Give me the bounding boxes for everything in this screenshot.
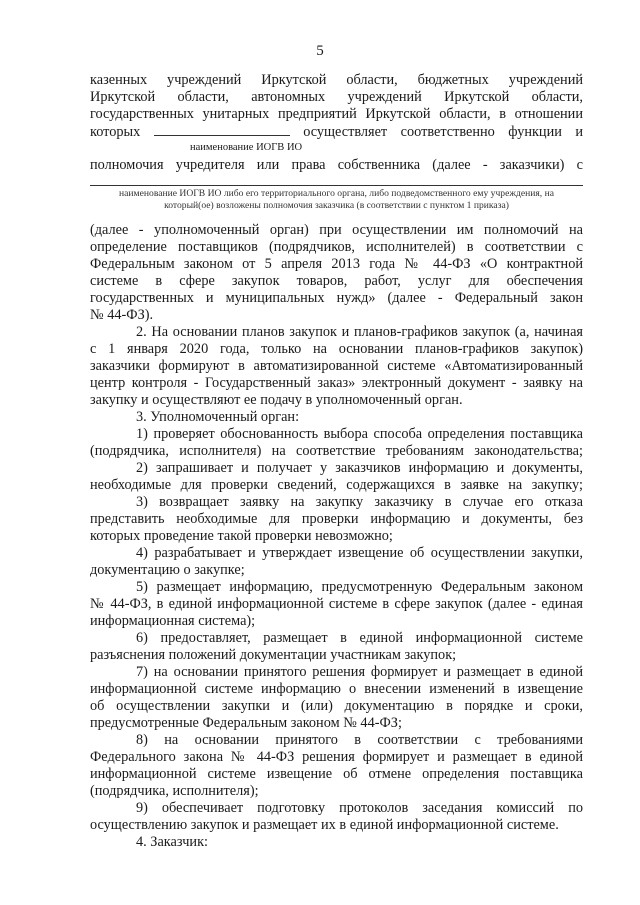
text-line: 1) проверяет обоснованность выбора способа определения поставщика: [136, 426, 583, 442]
text-line: государственных унитарных предприятий Иркутской области, в отношении: [90, 106, 583, 122]
text-line: (далее - уполномоченный орган) при осуществлении им полномочий на: [90, 222, 583, 238]
text-line: 3) возвращает заявку на закупку заказчику в случае его отказа: [136, 494, 583, 510]
text-line: необходимые для проверки сведений, содержащихся в заявке на закупку;: [90, 477, 583, 493]
text-line: (подрядчика, исполнителя);: [90, 783, 259, 799]
text-line: Федеральным законом от 5 апреля 2013 года № 44-ФЗ «О контрактной: [90, 256, 583, 272]
footnote-caption: который(ое) возложены полномочия заказчика (в соответствии с пунктом 1 приказа): [164, 200, 509, 211]
text-fragment: которых: [90, 124, 141, 140]
text-line: системе в сфере закупок товаров, работ, услуг для обеспечения: [90, 273, 583, 289]
text-line: № 44-ФЗ, в единой информационной системе в сфере закупок (далее - единая: [90, 596, 583, 612]
text-line: об осуществлении закупки и (или) документацию в порядке и сроки,: [90, 698, 583, 714]
text-line: № 44-ФЗ).: [90, 307, 154, 323]
text-line: закупку и осуществляют ее подачу в уполномоченный орган.: [90, 392, 463, 408]
text-line: которых проведение такой проверки невозможно;: [90, 528, 393, 544]
text-line: 9) обеспечивает подготовку протоколов заседания комиссий по: [136, 800, 583, 816]
text-line: предусмотренные Федеральным законом № 44-ФЗ;: [90, 715, 402, 731]
footnote-caption: наименование ИОГВ ИО либо его территориального органа, либо подведомственного ему учреждения, на: [119, 188, 554, 199]
text-line: информационной системе информацию о внесении изменений в извещение: [90, 681, 583, 697]
text-line: 2. На основании планов закупок и планов-графиков закупок (а, начиная: [136, 324, 583, 340]
text-line: с 1 января 2020 года, только на основании планов-графиков закупок): [90, 341, 583, 357]
text-line: 7) на основании принятого решения формирует и размещает в единой: [136, 664, 583, 680]
text-line: Иркутской области, автономных учреждений Иркутской области,: [90, 89, 583, 105]
text-line: представить необходимые для проверки информацию и документы, без: [90, 511, 583, 527]
text-line: информационной системе извещение об отмене определения поставщика: [90, 766, 583, 782]
blank-caption: наименование ИОГВ ИО: [190, 142, 303, 153]
text-fragment: осуществляет соответственно функции и: [303, 124, 583, 140]
text-line-with-blank: [90, 123, 583, 141]
text-line: Федерального закона № 44-ФЗ решения формирует и размещает в единой: [90, 749, 583, 765]
text-line: центр контроля - Государственный заказ» электронный документ - заявку на: [90, 375, 583, 391]
fill-in-blank: [154, 123, 290, 136]
text-line: полномочия учредителя или права собственника (далее - заказчики) с: [90, 157, 583, 173]
text-line: заказчики формируют в автоматизированной системе «Автоматизированный: [90, 358, 583, 374]
text-line: 2) запрашивает и получает у заказчиков информацию и документы,: [136, 460, 583, 476]
text-line: казенных учреждений Иркутской области, бюджетных учреждений: [90, 72, 583, 88]
text-line: 6) предоставляет, размещает в единой информационной системе: [136, 630, 583, 646]
text-line: информационная система);: [90, 613, 256, 629]
text-line: 3. Уполномоченный орган:: [136, 409, 300, 425]
text-line: 8) на основании принятого в соответствии с требованиями: [136, 732, 583, 748]
text-line: 5) размещает информацию, предусмотренную Федеральным законом: [136, 579, 583, 595]
text-line: определение поставщиков (подрядчиков, исполнителей) в соответствии с: [90, 239, 583, 255]
text-line: осуществлению закупок и размещает их в единой информационной системе.: [90, 817, 559, 833]
page-number: 5: [316, 43, 324, 59]
text-line: (подрядчика, исполнителя) на соответствие требованиям законодательства;: [90, 443, 583, 459]
text-line: документацию о закупке;: [90, 562, 245, 578]
text-line: государственных и муниципальных нужд» (далее - Федеральный закон: [90, 290, 583, 306]
text-line: разъяснения положений документации участникам закупок;: [90, 647, 457, 663]
text-line: 4) разрабатывает и утверждает извещение об осуществлении закупки,: [136, 545, 583, 561]
text-line: 4. Заказчик:: [136, 834, 209, 850]
fill-in-line: [90, 185, 583, 186]
